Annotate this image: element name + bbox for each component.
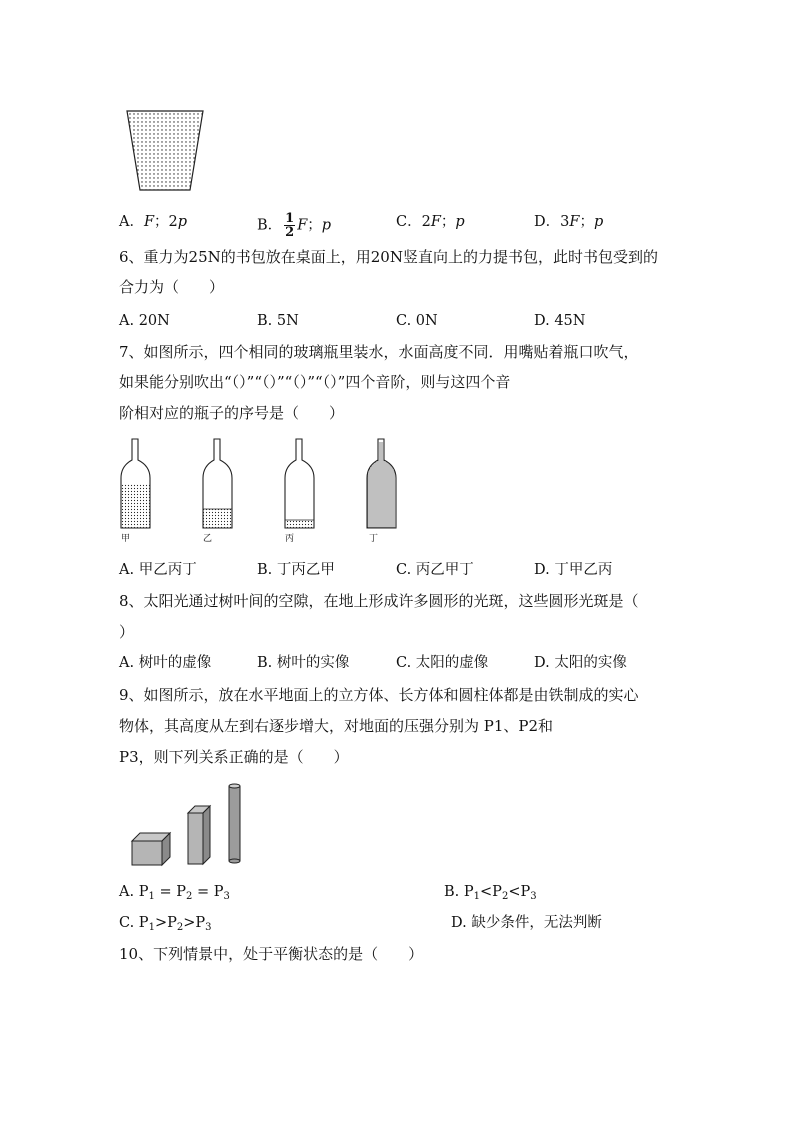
fraction-half: $\frac{1}{2}$ [285,211,295,240]
bottle-label-jia: 甲 [121,534,131,544]
q8-option-d[interactable]: D. 太阳的实像 [534,655,627,671]
q6-option-a[interactable]: A. 20N [119,313,170,329]
q5-option-b[interactable]: B． $\frac{1}{2}$ F；p [257,211,332,240]
q9-text-line3: P3，则下列关系正确的是（ ） [119,748,349,766]
q5-option-d[interactable]: D．3F；p [534,214,604,230]
q9-option-a[interactable]: A. $P_1 = P_2 = P_3$ [119,884,230,902]
solids-figure [128,782,248,870]
q7-text-line2: 如果能分别吹出“（）”“（）”“（）”“（）”四个音阶，则与这四个音 [119,373,511,391]
q9-option-d[interactable]: D. 缺少条件，无法判断 [451,915,602,931]
q7-option-b[interactable]: B. 丁丙乙甲 [257,562,335,578]
q8-option-b[interactable]: B. 树叶的实像 [257,655,350,671]
q6-option-b[interactable]: B. 5N [257,313,299,329]
container-figure [120,108,210,194]
bottle-label-yi: 乙 [203,534,213,544]
q8-option-c[interactable]: C. 太阳的虚像 [396,655,489,671]
q6-option-d[interactable]: D. 45N [534,313,586,329]
q9-text-line1: 9、如图所示，放在水平地面上的立方体、长方体和圆柱体都是由铁制成的实心 [119,686,639,704]
q8-option-a[interactable]: A. 树叶的虚像 [119,655,212,671]
q10-text-line1: 10、下列情景中，处于平衡状态的是（ ） [119,945,424,963]
q9-text-line2: 物体，其高度从左到右逐步增大，对地面的压强分别为 P1、P2和 [119,717,554,735]
q7-text-line3: 阶相对应的瓶子的序号是（ ） [119,404,345,422]
bottle-jia [121,439,150,528]
bottles-figure [115,436,405,546]
bottle-label-bing: 丙 [285,534,295,544]
q5-option-a[interactable]: A．F；2p [119,214,188,230]
q8-text-line2: ） [119,623,135,641]
q6-option-c[interactable]: C. 0N [396,313,438,329]
q7-option-d[interactable]: D. 丁甲乙丙 [534,562,613,578]
q8-text-line1: 8、太阳光通过树叶间的空隙，在地上形成许多圆形的光斑，这些圆形光斑是（ [119,592,639,610]
bottle-bing [285,439,314,528]
q7-option-a[interactable]: A. 甲乙丙丁 [119,562,197,578]
q5-option-c[interactable]: C．2F；p [396,214,465,230]
q7-text-line1: 7、如图所示，四个相同的玻璃瓶里装水，水面高度不同．用嘴贴着瓶口吹气， [119,343,639,361]
bottle-ding [367,439,396,528]
bottle-label-ding: 丁 [369,534,379,544]
q6-text-line1: 6、重力为25N的书包放在桌面上，用20N竖直向上的力提书包，此时书包受到的 [119,248,658,266]
cuboid-shape [188,806,210,864]
q9-option-c[interactable]: C. $P_1>P_2>P_3$ [119,915,212,933]
q6-text-line2: 合力为（ ） [119,278,225,296]
q7-option-c[interactable]: C. 丙乙甲丁 [396,562,474,578]
cube-shape [132,833,170,865]
q9-option-b[interactable]: B. $P_1<P_2<P_3$ [444,884,537,902]
cylinder-shape [229,784,240,863]
bottle-yi [203,439,232,528]
